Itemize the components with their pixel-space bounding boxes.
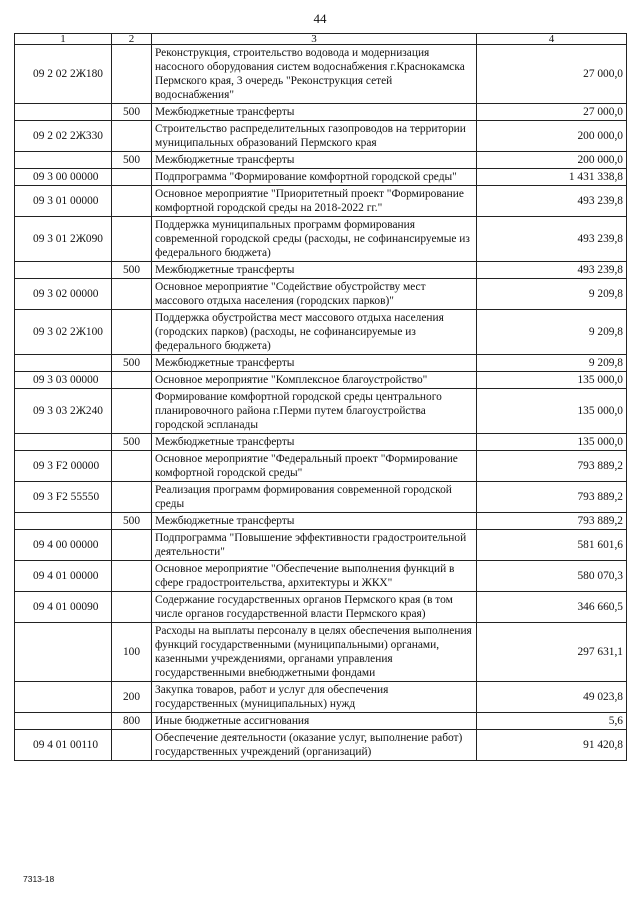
- amount-cell: 135 000,0: [477, 434, 627, 451]
- amount-cell: 1 431 338,8: [477, 169, 627, 186]
- name-cell: Реализация программ формирования современной городской среды: [152, 482, 477, 513]
- amount-cell: 9 209,8: [477, 355, 627, 372]
- table-row: [15, 513, 627, 530]
- page-number: 44: [313, 11, 327, 26]
- name-cell: Основное мероприятие "Содействие обустройству мест массового отдыха населения (городских парков)": [152, 279, 477, 310]
- name-cell: Межбюджетные трансферты: [152, 434, 477, 451]
- code-cell: [15, 262, 112, 279]
- expense-type-cell: [112, 217, 152, 262]
- code-cell: [15, 713, 112, 730]
- header-cell-3: 3: [152, 34, 477, 45]
- amount-cell: 135 000,0: [477, 389, 627, 434]
- amount-cell: 493 239,8: [477, 262, 627, 279]
- table-row: [15, 310, 627, 355]
- name-cell: Поддержка обустройства мест массового отдыха населения (городских парков) (расходы, не софинансируемые из федерального бюджета): [152, 310, 477, 355]
- table-row: [15, 713, 627, 730]
- code-cell: 09 3 03 2Ж240: [15, 389, 112, 434]
- table-row: [15, 186, 627, 217]
- code-cell: 09 3 02 2Ж100: [15, 310, 112, 355]
- code-cell: [15, 434, 112, 451]
- code-cell: 09 4 01 00090: [15, 592, 112, 623]
- header-cell-1: 1: [15, 34, 112, 45]
- expense-type-cell: [112, 169, 152, 186]
- amount-cell: 9 209,8: [477, 279, 627, 310]
- table-row: [15, 592, 627, 623]
- expense-type-cell: [112, 389, 152, 434]
- code-cell: 09 2 02 2Ж330: [15, 121, 112, 152]
- amount-cell: 49 023,8: [477, 682, 627, 713]
- table-row: [15, 152, 627, 169]
- amount-cell: 200 000,0: [477, 121, 627, 152]
- code-cell: 09 4 01 00110: [15, 730, 112, 761]
- name-cell: Межбюджетные трансферты: [152, 262, 477, 279]
- expense-type-cell: 500: [112, 434, 152, 451]
- expense-type-cell: 100: [112, 623, 152, 682]
- amount-cell: 346 660,5: [477, 592, 627, 623]
- expense-type-cell: [112, 45, 152, 104]
- expense-type-cell: 800: [112, 713, 152, 730]
- amount-cell: 793 889,2: [477, 513, 627, 530]
- table-row: [15, 355, 627, 372]
- amount-cell: 91 420,8: [477, 730, 627, 761]
- expense-type-cell: 200: [112, 682, 152, 713]
- name-cell: Иные бюджетные ассигнования: [152, 713, 477, 730]
- table-row: [15, 434, 627, 451]
- table-row: [15, 389, 627, 434]
- code-cell: [15, 623, 112, 682]
- table-row: [15, 45, 627, 104]
- code-cell: [15, 152, 112, 169]
- code-cell: 09 3 03 00000: [15, 372, 112, 389]
- expense-type-cell: [112, 592, 152, 623]
- code-cell: 09 4 01 00000: [15, 561, 112, 592]
- table-row: [15, 623, 627, 682]
- amount-cell: 135 000,0: [477, 372, 627, 389]
- name-cell: Основное мероприятие "Приоритетный проект "Формирование комфортной городской среды на 2018-2022 гг.": [152, 186, 477, 217]
- expense-type-cell: 500: [112, 355, 152, 372]
- code-cell: 09 2 02 2Ж180: [15, 45, 112, 104]
- name-cell: Основное мероприятие "Обеспечение выполнения функций в сфере градостроительства, архитектуры и ЖКХ": [152, 561, 477, 592]
- expense-type-cell: [112, 530, 152, 561]
- name-cell: Формирование комфортной городской среды центрального планировочного района г.Перми путем благоустройства городской эспланады: [152, 389, 477, 434]
- amount-cell: 793 889,2: [477, 482, 627, 513]
- name-cell: Строительство распределительных газопроводов на территории муниципальных образований Пермского края: [152, 121, 477, 152]
- table-header-row: [15, 34, 627, 45]
- table-row: [15, 530, 627, 561]
- name-cell: Расходы на выплаты персоналу в целях обеспечения выполнения функций государственными (муниципальными) органами, казенными учреждениями, органами управления государственными внебюджетными фондами: [152, 623, 477, 682]
- name-cell: Подпрограмма "Повышение эффективности градостроительной деятельности": [152, 530, 477, 561]
- header-cell-2: 2: [112, 34, 152, 45]
- expense-type-cell: [112, 279, 152, 310]
- amount-cell: 200 000,0: [477, 152, 627, 169]
- code-cell: 09 3 02 00000: [15, 279, 112, 310]
- expense-type-cell: 500: [112, 152, 152, 169]
- expense-type-cell: 500: [112, 104, 152, 121]
- expense-type-cell: [112, 561, 152, 592]
- name-cell: Содержание государственных органов Пермского края (в том числе органов государственной власти Пермского края): [152, 592, 477, 623]
- code-cell: 09 4 00 00000: [15, 530, 112, 561]
- table-row: [15, 372, 627, 389]
- table-row: [15, 561, 627, 592]
- name-cell: Межбюджетные трансферты: [152, 104, 477, 121]
- document-code: 7313-18: [23, 874, 55, 884]
- amount-cell: 493 239,8: [477, 217, 627, 262]
- expense-type-cell: [112, 372, 152, 389]
- amount-cell: 9 209,8: [477, 310, 627, 355]
- name-cell: Межбюджетные трансферты: [152, 513, 477, 530]
- budget-table: [14, 33, 627, 761]
- amount-cell: 793 889,2: [477, 451, 627, 482]
- amount-cell: 5,6: [477, 713, 627, 730]
- expense-type-cell: [112, 451, 152, 482]
- table-row: [15, 279, 627, 310]
- table-row: [15, 482, 627, 513]
- name-cell: Подпрограмма "Формирование комфортной городской среды": [152, 169, 477, 186]
- table-row: [15, 451, 627, 482]
- expense-type-cell: [112, 310, 152, 355]
- amount-cell: 581 601,6: [477, 530, 627, 561]
- name-cell: Поддержка муниципальных программ формирования современной городской среды (расходы, не софинансируемые из федерального бюджета): [152, 217, 477, 262]
- name-cell: Межбюджетные трансферты: [152, 355, 477, 372]
- name-cell: Обеспечение деятельности (оказание услуг, выполнение работ) государственных учреждений (организаций): [152, 730, 477, 761]
- code-cell: [15, 104, 112, 121]
- expense-type-cell: [112, 121, 152, 152]
- expense-type-cell: [112, 482, 152, 513]
- name-cell: Основное мероприятие "Федеральный проект "Формирование комфортной городской среды": [152, 451, 477, 482]
- table-row: [15, 682, 627, 713]
- amount-cell: 297 631,1: [477, 623, 627, 682]
- expense-type-cell: [112, 186, 152, 217]
- code-cell: 09 3 01 2Ж090: [15, 217, 112, 262]
- header-cell-4: 4: [477, 34, 627, 45]
- code-cell: 09 3 01 00000: [15, 186, 112, 217]
- name-cell: Закупка товаров, работ и услуг для обеспечения государственных (муниципальных) нужд: [152, 682, 477, 713]
- amount-cell: 27 000,0: [477, 104, 627, 121]
- expense-type-cell: 500: [112, 513, 152, 530]
- code-cell: 09 3 00 00000: [15, 169, 112, 186]
- amount-cell: 493 239,8: [477, 186, 627, 217]
- expense-type-cell: 500: [112, 262, 152, 279]
- name-cell: Основное мероприятие "Комплексное благоустройство": [152, 372, 477, 389]
- table-row: [15, 121, 627, 152]
- expense-type-cell: [112, 730, 152, 761]
- code-cell: 09 3 F2 55550: [15, 482, 112, 513]
- code-cell: 09 3 F2 00000: [15, 451, 112, 482]
- amount-cell: 580 070,3: [477, 561, 627, 592]
- amount-cell: 27 000,0: [477, 45, 627, 104]
- name-cell: Реконструкция, строительство водовода и модернизация насосного оборудования систем водоснабжения г.Краснокамска Пермского края, 3 очередь "Реконструкция сетей водоснабжения": [152, 45, 477, 104]
- code-cell: [15, 355, 112, 372]
- table-row: [15, 169, 627, 186]
- name-cell: Межбюджетные трансферты: [152, 152, 477, 169]
- code-cell: [15, 513, 112, 530]
- table-row: [15, 217, 627, 262]
- table-row: [15, 104, 627, 121]
- table-row: [15, 262, 627, 279]
- code-cell: [15, 682, 112, 713]
- table-row: [15, 730, 627, 761]
